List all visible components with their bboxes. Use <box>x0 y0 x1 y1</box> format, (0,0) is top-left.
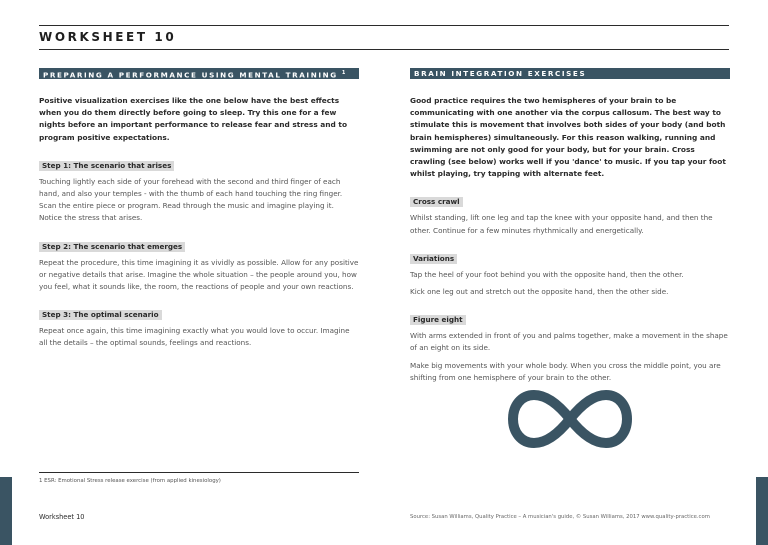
step-2-label: Step 2: The scenario that emerges <box>39 242 185 252</box>
left-intro: Positive visualization exercises like the one below have the best effects when you do them directly before going to sleep. Try this one for a few nights before an important performance to release fear and stress and to program positive expectations. <box>39 96 348 142</box>
cross-crawl-label: Cross crawl <box>410 197 463 207</box>
footer-page-label: Worksheet 10 <box>39 513 85 521</box>
title-rule <box>39 49 729 50</box>
footnote: 1 ESR: Emotional Stress release exercise (from applied kinesiology) <box>39 478 221 484</box>
right-section-banner: BRAIN INTEGRATION EXERCISES <box>410 68 730 79</box>
figure-eight-text-1: With arms extended in front of you and palms together, make a movement in the shape of an eight on its side. <box>410 331 728 353</box>
step-1 <box>39 153 359 225</box>
cross-crawl-text: Whilst standing, lift one leg and tap the knee with your opposite hand, and then the other. Continue for a few minutes rhythmically and energetically. <box>410 213 713 235</box>
figure-eight-section <box>410 307 730 384</box>
left-edge-bar <box>0 477 12 545</box>
step-2-text: Repeat the procedure, this time imagining it as vividly as possible. Allow for any positive or negative details that arise. Imagine the whole situation – the people around you, how you feel, what it sounds like, the room, the reactions of people and your own reactions. <box>39 257 359 292</box>
right-column <box>410 68 730 384</box>
variations-text-1: Tap the heel of your foot behind you with the opposite hand, then the other. <box>410 269 684 279</box>
left-section-banner: PREPARING A PERFORMANCE USING MENTAL TRAINING $^1$ <box>39 68 359 79</box>
right-intro: Good practice requires the two hemispheres of your brain to be communicating with one another via the corpus callosum. The best way to stimulate this is movement that involves both sides of your body (and both brain hemispheres) simultaneously. For this reason walking, running and swimming are not only good for your body, but for your brain. Cross crawling (see below) works well if you 'dance' to music. If you tap your foot whilst playing, try tapping with alternate feet. <box>410 96 726 179</box>
figure-eight-text-2: Make big movements with your whole body. When you cross the middle point, you are shifting from one hemisphere of your brain to the other. <box>410 360 721 382</box>
footer-source: Source: Susan Williams, Quality Practice – A musician's guide, © Susan Williams, 2017 www.quality-practice.com <box>410 514 710 520</box>
left-column <box>39 68 359 350</box>
right-edge-bar <box>756 477 768 545</box>
infinity-icon <box>507 388 633 450</box>
top-rule <box>39 25 729 26</box>
step-1-label: Step 1: The scenario that arises <box>39 161 174 171</box>
variations-label: Variations <box>410 254 457 264</box>
footnote-rule <box>39 472 359 473</box>
variations-section <box>410 246 730 298</box>
figure-eight-label: Figure eight <box>410 315 466 325</box>
worksheet-title: WORKSHEET 10 <box>39 30 177 44</box>
step-1-text: Touching lightly each side of your forehead with the second and third finger of each hand, and also your temples - with the thumb of each hand touching the ring finger. Scan the entire piece or program. Read through the music and imagine playing it. Notice the stress that arises. <box>39 176 343 223</box>
step-3 <box>39 302 359 349</box>
step-3-text: Repeat once again, this time imagining exactly what you would love to occur. Imagine all the details – the optimal sounds, feelings and reactions. <box>39 326 350 348</box>
cross-crawl-section <box>410 189 730 236</box>
variations-text-2: Kick one leg out and stretch out the opposite hand, then the other side. <box>410 287 669 297</box>
step-3-label: Step 3: The optimal scenario <box>39 310 162 320</box>
step-2 <box>39 234 359 294</box>
